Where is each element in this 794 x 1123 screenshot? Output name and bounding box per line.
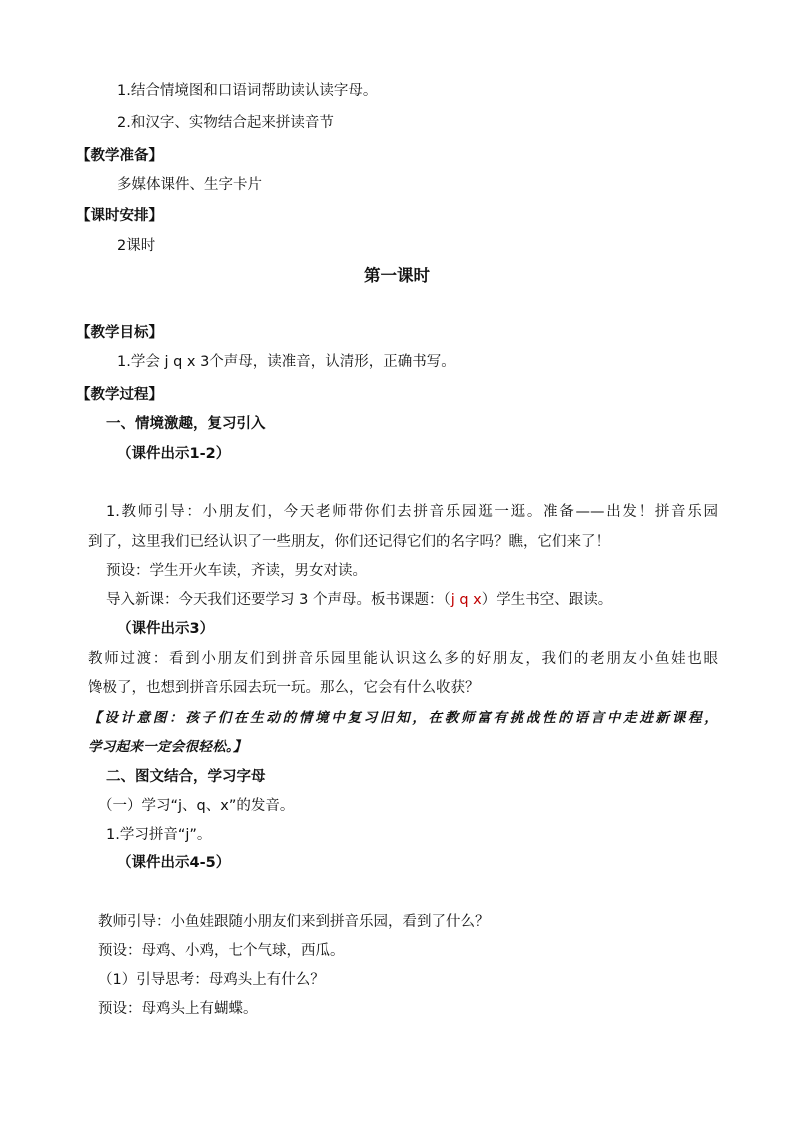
lesson-title: 第一课时 xyxy=(364,266,430,285)
section-2-title: 二、图文结合，学习字母 xyxy=(106,769,266,785)
sub-heading-2: 1.学习拼音“j”。 xyxy=(106,827,212,843)
guide-2: 教师引导：小鱼娃跟随小朋友们来到拼音乐园，看到了什么？ xyxy=(98,914,490,930)
design-intent-line-2: 学习起来一定会很轻松。】 xyxy=(88,739,247,755)
design-intent-line-1: 【设计意图：孩子们在生动的情境中复习旧知，在教师富有挑战性的语言中走进新课程， xyxy=(88,710,718,726)
para-1-line-1: 1.教师引导：小朋友们，今天老师带你们去拼音乐园逛一逛。准备——出发！拼音乐园 xyxy=(106,504,718,520)
new-lesson-text-pre: 导入新课：今天我们还要学习 3 个声母。板书课题：（ xyxy=(106,592,451,608)
preset-1: 预设：学生开火车读，齐读，男女对读。 xyxy=(106,563,367,579)
new-lesson-line xyxy=(106,590,612,610)
prep-content: 多媒体课件、生字卡片 xyxy=(117,177,262,193)
slide-note-3: （课件出示4-5） xyxy=(117,855,231,871)
transition-line-1: 教师过渡：看到小朋友们到拼音乐园里能认识这么多的好朋友，我们的老朋友小鱼娃也眼 xyxy=(88,651,718,667)
section-1-title: 一、情境激趣，复习引入 xyxy=(106,416,266,432)
intro-item-1: 1.结合情境图和口语词帮助读认读字母。 xyxy=(117,83,378,99)
slide-note-2: （课件出示3） xyxy=(117,621,215,637)
para-1-line-2: 到了，这里我们已经认识了一些朋友，你们还记得它们的名字吗？瞧，它们来了！ xyxy=(88,534,610,550)
intro-item-2: 2.和汉字、实物结合起来拼读音节 xyxy=(117,115,334,131)
prep-heading: 【教学准备】 xyxy=(76,148,163,164)
slide-note-1: （课件出示1-2） xyxy=(117,446,231,462)
process-heading: 【教学过程】 xyxy=(76,387,163,403)
new-lesson-letters: j q x xyxy=(450,592,482,608)
sub-heading-1: （一）学习“j、q、x”的发音。 xyxy=(98,798,295,814)
think-1: （1）引导思考：母鸡头上有什么？ xyxy=(98,972,325,988)
goals-item-1: 1.学会 j q x 3个声母，读准音，认清形，正确书写。 xyxy=(117,354,456,370)
new-lesson-text-post: ）学生书空、跟读。 xyxy=(481,592,613,608)
goals-heading: 【教学目标】 xyxy=(76,325,163,341)
preset-3: 预设：母鸡头上有蝴蝶。 xyxy=(98,1001,258,1017)
schedule-heading: 【课时安排】 xyxy=(76,208,163,224)
schedule-content: 2课时 xyxy=(117,238,156,254)
transition-line-2: 馋极了，也想到拼音乐园去玩一玩。那么，它会有什么收获？ xyxy=(88,680,480,696)
preset-2: 预设：母鸡、小鸡，七个气球，西瓜。 xyxy=(98,943,345,959)
